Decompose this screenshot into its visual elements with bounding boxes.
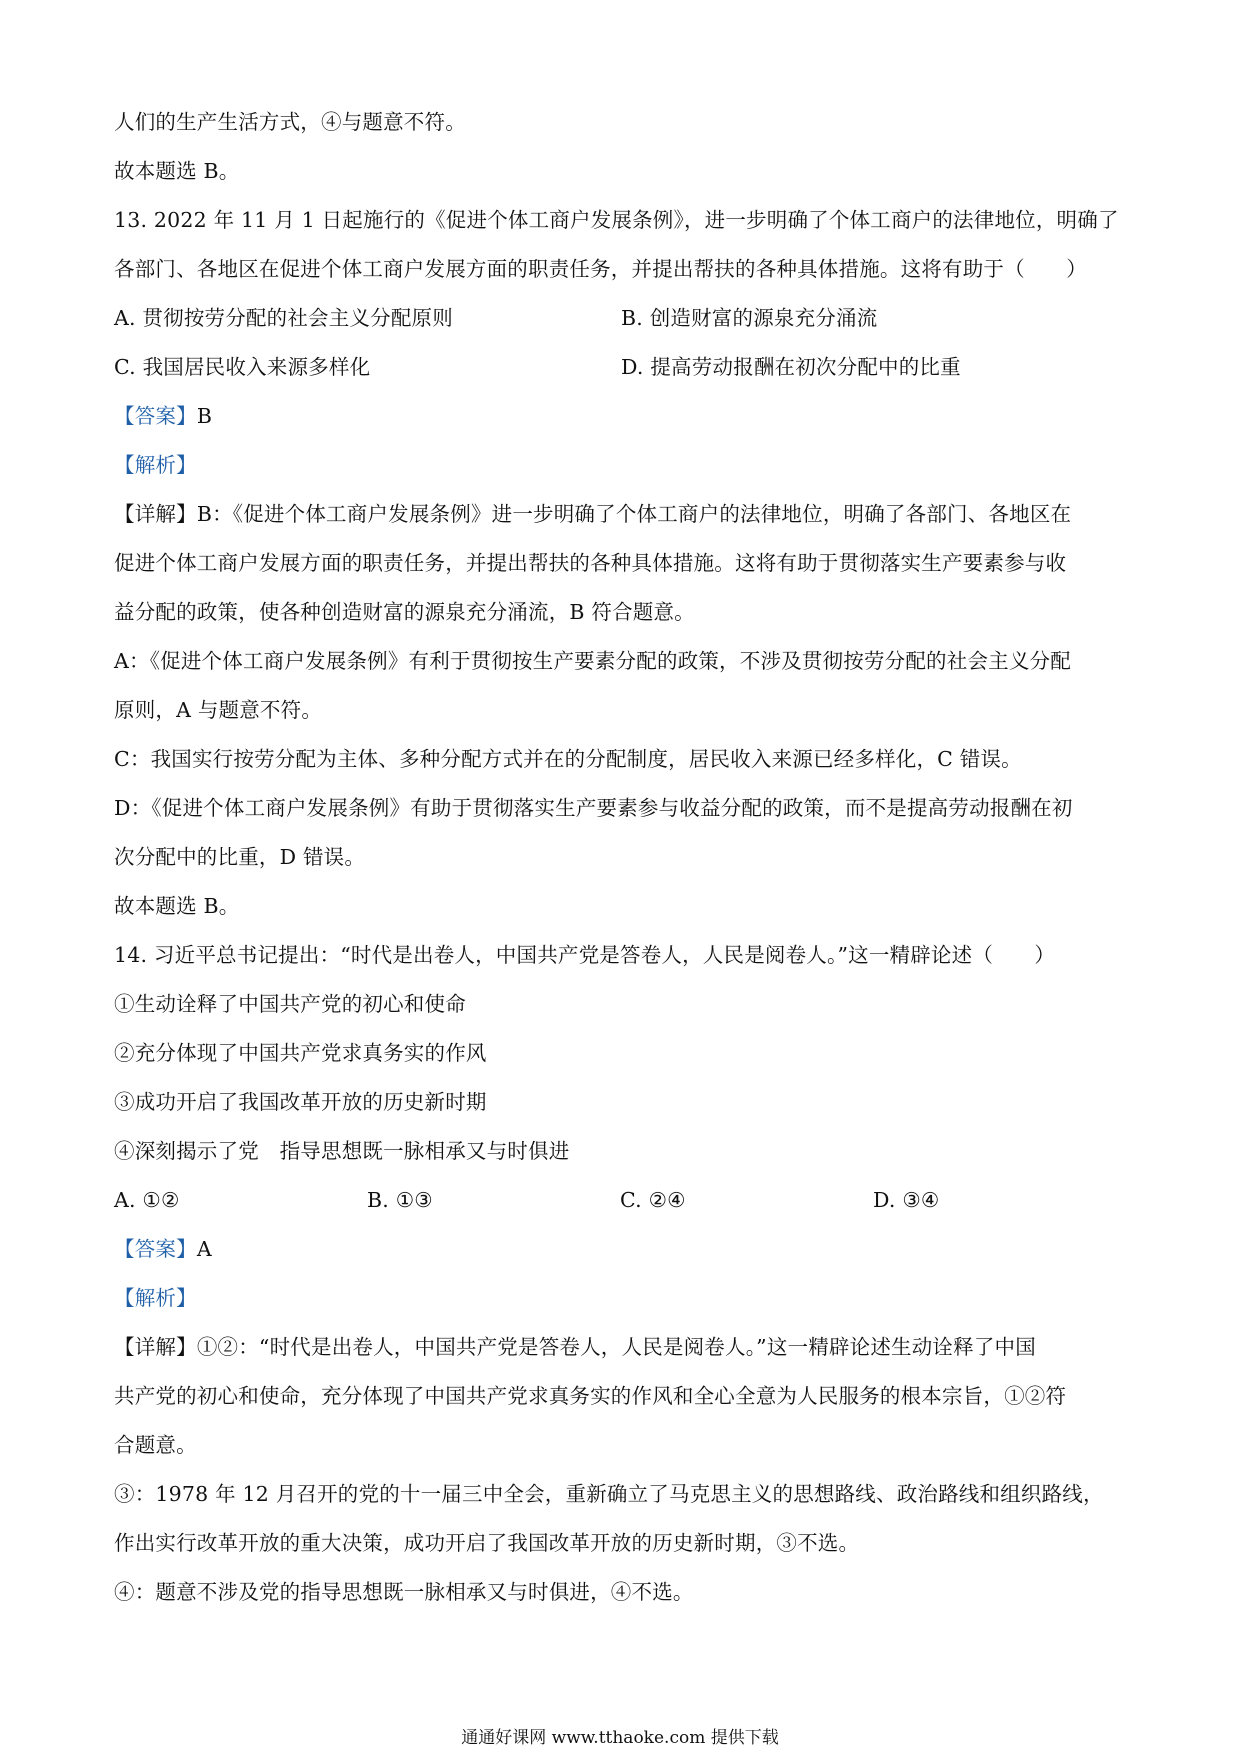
detail-label: 【详解】	[114, 502, 197, 526]
text-line: 人们的生产生活方式，④与题意不符。	[114, 110, 466, 134]
answer-label: 【答案】	[114, 404, 197, 428]
page-content	[114, 98, 1129, 1617]
option-row	[114, 294, 1129, 343]
statement-item: ④深刻揭示了党 指导思想既一脉相承又与时俱进	[114, 1139, 570, 1163]
detail-text: D：《促进个体工商户发展条例》有助于贯彻落实生产要素参与收益分配的政策，而不是提高劳动报酬在初	[114, 796, 1073, 820]
detail-text: 合题意。	[114, 1433, 197, 1457]
question-stem: 14. 习近平总书记提出：“时代是出卷人，中国共产党是答卷人，人民是阅卷人。”这一精辟论述（ ）	[114, 943, 1056, 967]
analysis-label: 【解析】	[114, 1286, 197, 1310]
text-line: 故本题选 B。	[114, 159, 240, 183]
option-c: C. ②④	[620, 1188, 686, 1212]
detail-text: C：我国实行按劳分配为主体、多种分配方式并在的分配制度，居民收入来源已经多样化，C 错误。	[114, 747, 1022, 771]
answer-label: 【答案】	[114, 1237, 197, 1261]
detail-text: A：《促进个体工商户发展条例》有利于贯彻按生产要素分配的政策，不涉及贯彻按劳分配的社会主义分配	[114, 649, 1071, 673]
option-b: B. 创造财富的源泉充分涌流	[621, 306, 878, 330]
option-row	[114, 343, 1129, 392]
answer-value: B	[196, 404, 213, 428]
statement-item: ①生动诠释了中国共产党的初心和使命	[114, 992, 466, 1016]
question-14	[114, 931, 1129, 1617]
detail-text: ①②：“时代是出卷人，中国共产党是答卷人，人民是阅卷人。”这一精辟论述生动诠释了中国	[196, 1335, 1036, 1359]
detail-text: B：《促进个体工商户发展条例》进一步明确了个体工商户的法律地位，明确了各部门、各地区在	[196, 502, 1072, 526]
question-13	[114, 196, 1129, 931]
option-a: A. 贯彻按劳分配的社会主义分配原则	[114, 306, 453, 330]
question-stem: 13. 2022 年 11 月 1 日起施行的《促进个体工商户发展条例》，进一步明确了个体工商户的法律地位，明确了	[114, 208, 1119, 232]
detail-text: 促进个体工商户发展方面的职责任务，并提出帮扶的各种具体措施。这将有助于贯彻落实生产要素参与收	[114, 551, 1067, 575]
answer-value: A	[196, 1237, 212, 1261]
statement-item: ③成功开启了我国改革开放的历史新时期	[114, 1090, 487, 1114]
detail-text: ④：题意不涉及党的指导思想既一脉相承又与时俱进，④不选。	[114, 1580, 694, 1604]
detail-text: 作出实行改革开放的重大决策，成功开启了我国改革开放的历史新时期，③不选。	[114, 1531, 860, 1555]
option-d: D. 提高劳动报酬在初次分配中的比重	[621, 355, 961, 379]
analysis-line	[114, 1274, 1129, 1323]
detail-label: 【详解】	[114, 1335, 197, 1359]
statement-item: ②充分体现了中国共产党求真务实的作风	[114, 1041, 487, 1065]
option-a: A. ①②	[114, 1188, 180, 1212]
detail-line	[114, 490, 1129, 539]
analysis-line	[114, 441, 1129, 490]
question-stem: 各部门、各地区在促进个体工商户发展方面的职责任务，并提出帮扶的各种具体措施。这将有助于（ ）	[114, 257, 1087, 281]
answer-line	[114, 1225, 1129, 1274]
detail-text: 次分配中的比重，D 错误。	[114, 845, 366, 869]
option-row	[114, 1176, 1129, 1225]
option-b: B. ①③	[367, 1188, 433, 1212]
option-d: D. ③④	[873, 1188, 940, 1212]
option-c: C. 我国居民收入来源多样化	[114, 355, 371, 379]
detail-text: 益分配的政策，使各种创造财富的源泉充分涌流，B 符合题意。	[114, 600, 695, 624]
detail-text: 共产党的初心和使命，充分体现了中国共产党求真务实的作风和全心全意为人民服务的根本宗旨，①②符	[114, 1384, 1067, 1408]
detail-text: ③：1978 年 12 月召开的党的十一届三中全会，重新确立了马克思主义的思想路线、政治路线和组织路线，	[114, 1482, 1104, 1506]
page-footer: 通通好课网 www.tthaoke.com 提供下载	[461, 1728, 779, 1748]
detail-line	[114, 1323, 1129, 1372]
detail-text: 原则，A 与题意不符。	[114, 698, 323, 722]
answer-line	[114, 392, 1129, 441]
analysis-label: 【解析】	[114, 453, 197, 477]
detail-text: 故本题选 B。	[114, 894, 240, 918]
